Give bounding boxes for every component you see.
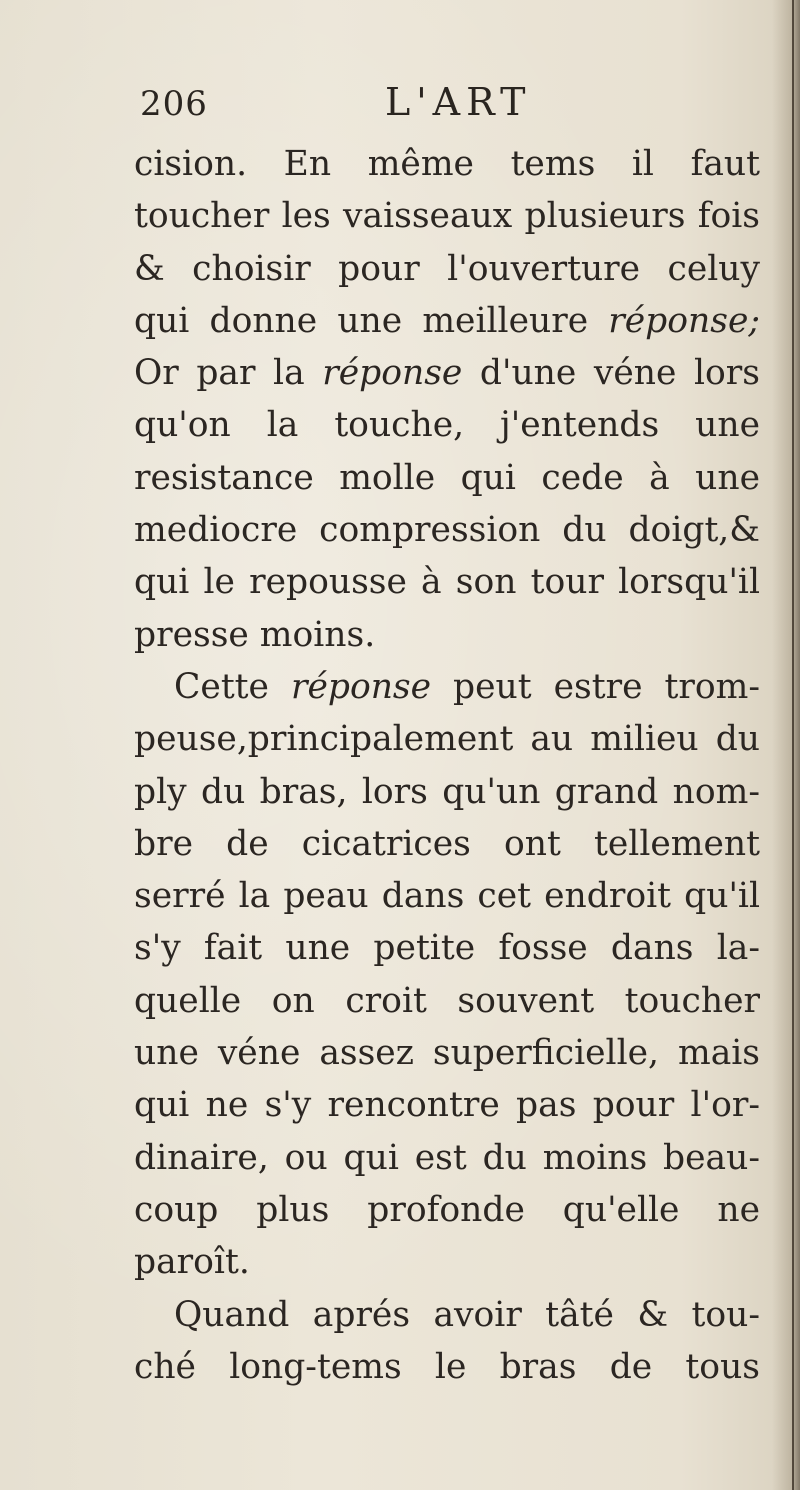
text-line [134,556,760,608]
text-segment: s'y fait une petite fosse dans la- [134,928,760,969]
page-header [140,80,760,134]
text-segment: serré la peau dans cet endroit qu'il [134,876,760,917]
text-segment: qu'on la touche, j'entends une [134,405,760,446]
text-line [134,1184,760,1236]
text-line [134,1341,760,1393]
italic-word: réponse; [608,300,760,341]
italic-word: réponse [290,666,432,707]
text-segment: resistance molle qui cede à une [134,457,760,498]
text-segment: d'une véne lors [462,353,760,394]
text-segment: coup plus profonde qu'elle ne [134,1189,760,1230]
running-head: L'ART [385,80,532,124]
text-line [134,1289,760,1341]
text-line [134,1079,760,1131]
text-segment: bre de cicatrices ont tellement [134,823,760,864]
text-segment: qui donne une meilleure [134,300,609,341]
text-line [134,452,760,504]
text-line [134,713,760,765]
text-line [134,609,760,661]
text-line [134,138,760,190]
text-line [134,243,760,295]
text-line [134,504,760,556]
italic-word: réponse [322,353,463,394]
text-segment: peut estre trom- [431,666,760,707]
text-segment: mediocre compression du doigt,& [134,510,760,551]
text-segment: qui le repousse à son tour lorsqu'il [134,562,760,603]
text-segment: paroît. [134,1242,250,1283]
text-line [134,922,760,974]
text-segment: presse moins. [134,614,376,655]
page-number: 206 [140,84,208,124]
text-segment: une véne assez superficielle, mais [134,1033,760,1074]
text-line [134,661,760,713]
text-segment: Quand aprés avoir tâté & tou- [174,1294,760,1335]
text-segment: peuse,principalement au milieu du [134,719,760,760]
text-line [134,1027,760,1079]
text-line [134,295,760,347]
text-line [134,399,760,451]
text-line [134,870,760,922]
text-segment: toucher les vaisseaux plusieurs fois [134,196,760,237]
page-edge-line [792,0,794,1490]
text-segment: cision. En même tems il faut [134,144,760,184]
text-segment: quelle on croit souvent toucher [134,980,760,1021]
text-segment: Or par la [134,353,323,394]
body-text [134,138,760,1393]
text-line [134,190,760,242]
text-line [134,766,760,818]
text-line [134,347,760,399]
text-segment: ché long-tems le bras de tous [134,1346,760,1387]
text-line [134,975,760,1027]
text-segment: & choisir pour l'ouverture celuy [134,248,760,289]
text-segment: ply du bras, lors qu'un grand nom- [134,771,760,812]
text-line [134,1236,760,1288]
text-segment: Cette [174,666,291,707]
text-line [134,1132,760,1184]
page-edge-shadow [772,0,800,1490]
text-line [134,818,760,870]
text-segment: dinaire, ou qui est du moins beau- [134,1137,760,1178]
text-segment: qui ne s'y rencontre pas pour l'or- [134,1085,760,1126]
